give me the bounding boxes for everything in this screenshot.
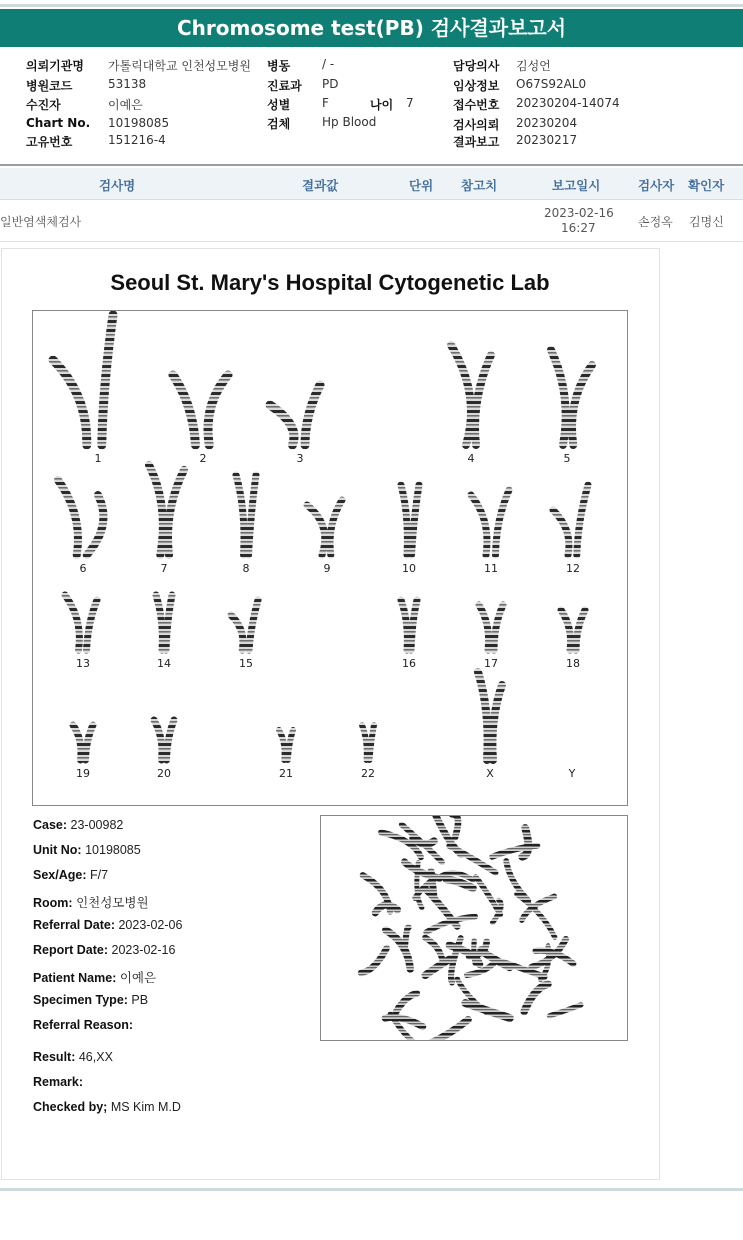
chromosome xyxy=(401,485,407,555)
chromosome-label: 15 xyxy=(239,657,253,670)
chromosome xyxy=(168,470,184,555)
chromosome-label: 21 xyxy=(279,767,293,780)
chromosome-label: 2 xyxy=(199,452,207,465)
metaphase-spread-panel xyxy=(320,815,628,1041)
metaphase-chromosome xyxy=(361,948,387,973)
chromosome xyxy=(478,672,488,760)
case-line: Patient Name: 이예은 xyxy=(33,971,157,985)
chromosome xyxy=(249,600,258,650)
chromosome xyxy=(307,505,325,555)
chromosome-label: 11 xyxy=(484,562,498,575)
chromosome xyxy=(330,500,342,555)
header-unit: 단위 xyxy=(409,178,434,193)
chromosome-label: Y xyxy=(568,767,576,780)
chromosome-label: 12 xyxy=(566,562,580,575)
info-label: 검체 xyxy=(267,117,291,131)
info-label: 담당의사 xyxy=(453,59,500,73)
age-label: 나이 xyxy=(370,98,394,112)
header-reference: 참고치 xyxy=(461,178,498,193)
header-result: 결과값 xyxy=(302,178,339,193)
chromosome xyxy=(471,495,487,555)
chromosome xyxy=(102,315,113,445)
info-label: 검사의뢰 xyxy=(453,118,500,132)
metaphase-chromosome xyxy=(422,1020,468,1040)
info-label: Chart No. xyxy=(26,116,91,130)
case-line: Sex/Age: F/7 xyxy=(33,868,109,882)
info-label: 병원코드 xyxy=(26,79,73,93)
bottom-rule xyxy=(0,1188,743,1191)
chromosome xyxy=(173,375,196,445)
info-label: 성별 xyxy=(267,98,291,112)
chromosome xyxy=(149,465,163,555)
chromosome xyxy=(208,375,228,445)
info-value: 이예은 xyxy=(108,98,143,112)
chromosome xyxy=(73,725,81,760)
info-value: PD xyxy=(322,77,339,91)
chromosome xyxy=(561,610,571,650)
chromosome xyxy=(156,595,162,650)
chromosome xyxy=(496,490,510,555)
chromosome-label: 16 xyxy=(402,657,416,670)
karyotype-image xyxy=(33,311,629,807)
info-label: 접수번호 xyxy=(453,98,500,112)
info-label: 의뢰기관명 xyxy=(26,59,84,73)
metaphase-chromosome xyxy=(375,905,397,913)
chromosome xyxy=(401,600,407,650)
metaphase-chromosome xyxy=(524,984,548,1011)
metaphase-chromosome xyxy=(425,938,443,964)
case-line: Referral Date: 2023-02-06 xyxy=(33,918,183,932)
separator xyxy=(0,164,743,166)
metaphase-chromosome xyxy=(425,889,457,927)
chromosome xyxy=(288,730,293,760)
chromosome-label: 6 xyxy=(79,562,87,575)
chromosome xyxy=(475,355,491,445)
info-value: 김성언 xyxy=(516,59,551,73)
info-value: / - xyxy=(322,57,335,71)
chromosome xyxy=(270,405,294,445)
info-value: 53138 xyxy=(108,77,147,91)
header-tester: 검사자 xyxy=(638,178,675,193)
case-line: Case: 23-00982 xyxy=(33,818,124,832)
metaphase-chromosome xyxy=(396,993,417,1011)
info-label: 결과보고 xyxy=(453,135,500,149)
info-value: Hp Blood xyxy=(322,115,377,129)
chromosome-label: 1 xyxy=(94,452,102,465)
karyotype-panel xyxy=(32,310,628,806)
chromosome xyxy=(572,365,592,445)
chromosome-label: 17 xyxy=(484,657,498,670)
remark-line: Remark: xyxy=(33,1075,84,1089)
lab-title: Seoul St. Mary's Hospital Cytogenetic Lab xyxy=(110,270,550,295)
chromosome xyxy=(65,595,79,650)
info-value: 10198085 xyxy=(108,116,170,130)
chromosome-label: 19 xyxy=(76,767,90,780)
age-value: 7 xyxy=(406,96,414,110)
metaphase-chromosome xyxy=(452,816,458,837)
case-line: Referral Reason: xyxy=(33,1018,134,1032)
checked-by-line: Checked by; MS Kim M.D xyxy=(33,1100,181,1114)
chromosome-label: 10 xyxy=(402,562,416,575)
chromosome xyxy=(279,730,285,760)
chromosome xyxy=(412,485,420,555)
chromosome xyxy=(167,720,175,760)
row-date: 2023-02-16 xyxy=(544,206,614,220)
chromosome xyxy=(154,720,162,760)
report-title: Chromosome test(PB) 검사결과보고서 xyxy=(0,9,743,47)
chromosome xyxy=(479,605,489,650)
info-label: 수진자 xyxy=(26,98,61,112)
row-tester: 손정옥 xyxy=(638,215,673,229)
metaphase-chromosome xyxy=(522,828,528,857)
chromosome-label: 20 xyxy=(157,767,171,780)
chromosome xyxy=(86,725,94,760)
top-rule xyxy=(0,4,743,7)
chromosome xyxy=(551,350,566,445)
metaphase-chromosome xyxy=(385,1017,423,1026)
chromosome xyxy=(494,605,503,650)
case-line: Room: 인천성모병원 xyxy=(33,896,149,910)
chromosome xyxy=(305,385,320,445)
results-table-header xyxy=(0,168,743,200)
metaphase-chromosome xyxy=(405,862,440,878)
metaphase-chromosome xyxy=(425,959,450,976)
chromosome-label: 4 xyxy=(467,452,475,465)
chromosome-label: 22 xyxy=(361,767,375,780)
chromosome xyxy=(249,475,257,555)
chromosome xyxy=(451,345,471,445)
row-divider xyxy=(0,241,743,242)
metaphase-chromosome xyxy=(465,1003,509,1018)
chromosome xyxy=(553,510,569,555)
case-line: Specimen Type: PB xyxy=(33,993,149,1007)
chromosome-label: 3 xyxy=(296,452,304,465)
chromosome xyxy=(577,485,588,555)
header-report-date: 보고일시 xyxy=(552,178,601,193)
chromosome-label: 9 xyxy=(323,562,331,575)
chromosome xyxy=(58,480,78,555)
chromosome-label: 18 xyxy=(566,657,580,670)
chromosome-label: 13 xyxy=(76,657,90,670)
row-test-name: 일반염색체검사 xyxy=(0,215,82,229)
chromosome-label: 5 xyxy=(563,452,571,465)
chromosome-label: 14 xyxy=(157,657,171,670)
info-value: F xyxy=(322,96,329,110)
info-label: 고유번호 xyxy=(26,135,73,149)
metaphase-chromosome xyxy=(447,879,473,888)
header-test-name: 검사명 xyxy=(99,178,136,193)
metaphase-image xyxy=(321,816,627,1040)
chromosome-label: X xyxy=(486,767,494,780)
info-value: 20230217 xyxy=(516,133,578,147)
chromosome xyxy=(53,360,87,445)
metaphase-chromosome xyxy=(476,877,501,915)
header-checker: 확인자 xyxy=(688,178,725,193)
chromosome xyxy=(492,685,502,760)
chromosome-label: 7 xyxy=(160,562,168,575)
row-time: 16:27 xyxy=(561,221,596,235)
info-label: 임상정보 xyxy=(453,79,500,93)
info-value: 20230204 xyxy=(516,116,578,130)
chromosome-label: 8 xyxy=(242,562,250,575)
case-line: Report Date: 2023-02-16 xyxy=(33,943,176,957)
info-value: 가톨릭대학교 인천성모병원 xyxy=(108,59,251,73)
info-value: 20230204-14074 xyxy=(516,96,620,110)
chromosome xyxy=(576,610,585,650)
case-line: Unit No: 10198085 xyxy=(33,843,141,857)
info-value: 151216-4 xyxy=(108,133,166,147)
chromosome xyxy=(236,475,244,555)
row-checker: 김명신 xyxy=(689,215,724,229)
chromosome xyxy=(411,600,417,650)
chromosome xyxy=(370,725,375,760)
chromosome xyxy=(87,600,98,650)
chromosome xyxy=(231,615,243,650)
info-label: 진료과 xyxy=(267,79,302,93)
chromosome xyxy=(166,595,172,650)
chromosome xyxy=(87,495,104,555)
metaphase-chromosome xyxy=(405,927,409,947)
metaphase-chromosome xyxy=(550,1005,581,1016)
info-label: 병동 xyxy=(267,59,291,73)
info-value: O67S92AL0 xyxy=(516,77,587,91)
result-line: Result: 46,XX xyxy=(33,1050,113,1064)
chromosome xyxy=(362,725,367,760)
